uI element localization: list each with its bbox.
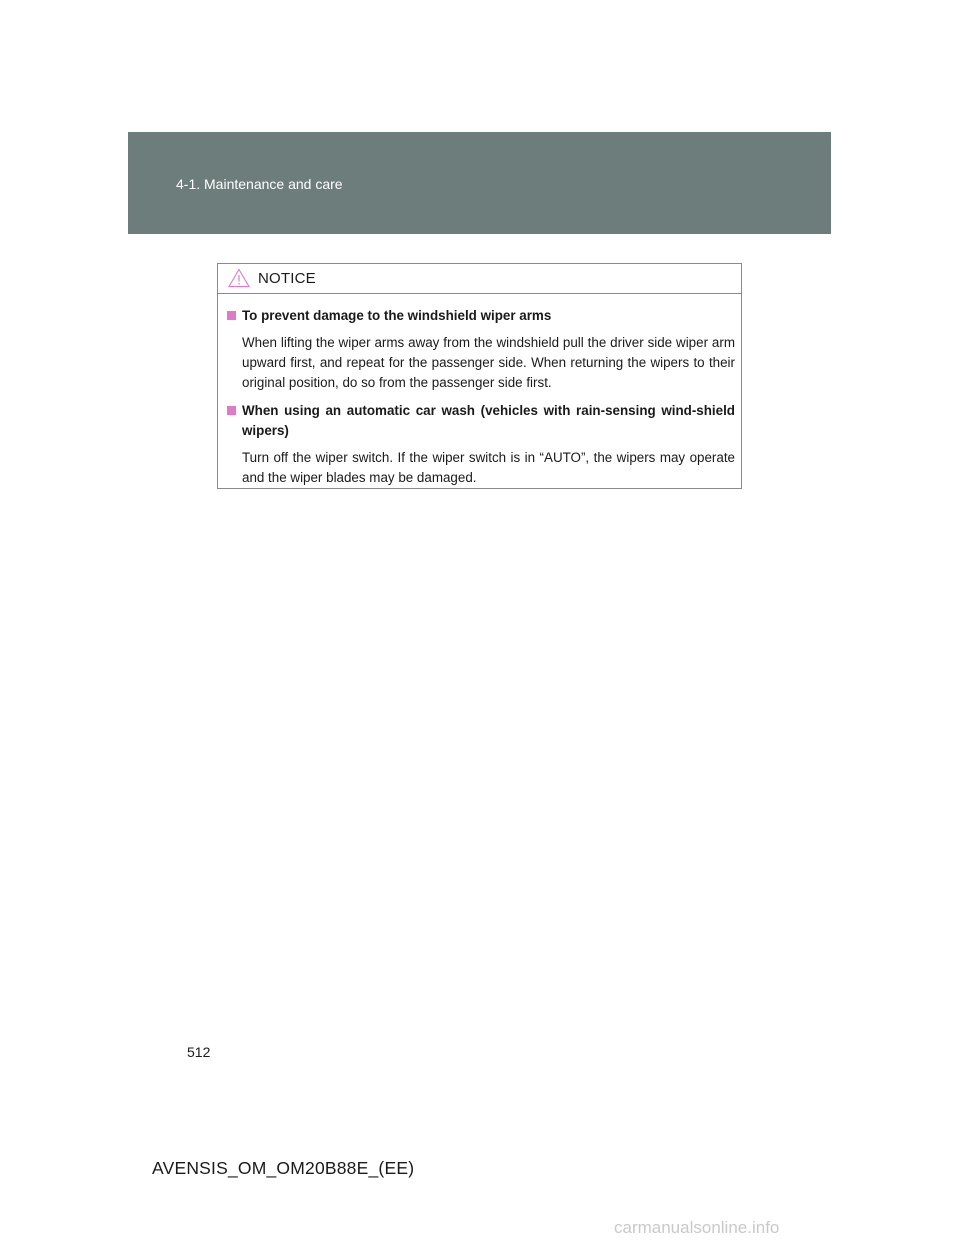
- square-bullet-icon: [227, 406, 236, 415]
- notice-item-title: [226, 306, 735, 326]
- notice-item-title: [226, 401, 735, 441]
- notice-item-title-text: To prevent damage to the windshield wiper arms: [242, 308, 552, 323]
- notice-box: [217, 263, 742, 489]
- section-header-band: [128, 132, 831, 234]
- notice-label: NOTICE: [258, 270, 316, 287]
- warning-triangle-icon: [228, 268, 250, 288]
- watermark: carmanualsonline.info: [614, 1218, 780, 1237]
- document-code: AVENSIS_OM_OM20B88E_(EE): [152, 1158, 415, 1178]
- notice-item-title-text: When using an automatic car wash (vehicles with rain-sensing wind-shield wipers): [242, 403, 735, 438]
- page-number: 512: [187, 1044, 211, 1060]
- notice-item-text: Turn off the wiper switch. If the wiper switch is in “AUTO”, the wipers may operate and the wiper blades may be damaged.: [242, 450, 735, 485]
- notice-item: [226, 306, 735, 393]
- notice-body: [218, 294, 741, 488]
- notice-header: [218, 264, 741, 294]
- notice-item-text: When lifting the wiper arms away from the windshield pull the driver side wiper arm upward first, and repeat for the passenger side. When returning the wipers to their original position, do so from the passenger side first.: [242, 335, 735, 390]
- notice-item: [226, 401, 735, 488]
- section-title: 4-1. Maintenance and care: [176, 176, 343, 192]
- square-bullet-icon: [227, 311, 236, 320]
